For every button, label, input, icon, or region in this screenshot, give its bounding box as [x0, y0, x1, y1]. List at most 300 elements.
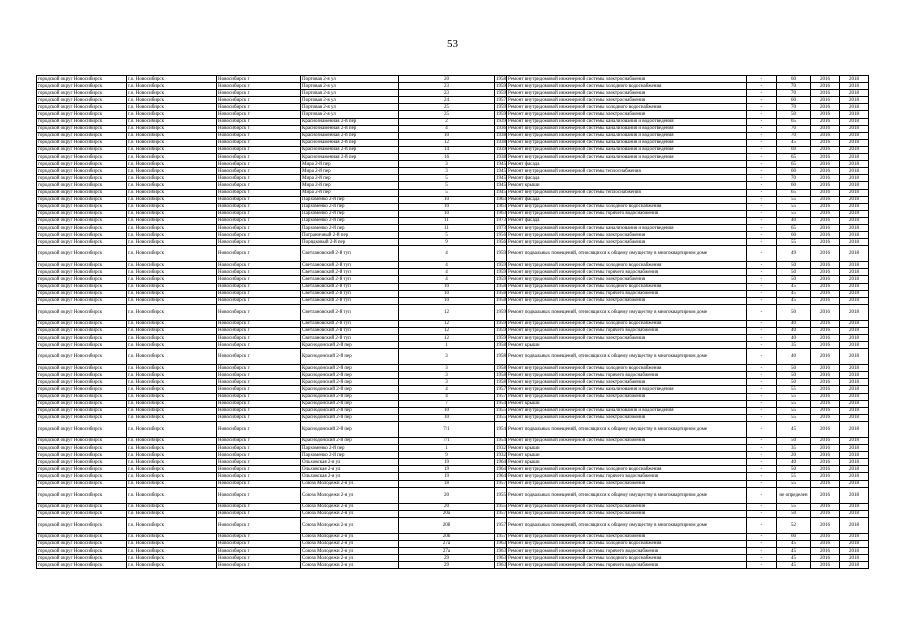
- work-type-cell: Ремонт внутридомовой инженерной системы горячего водоснабжения: [507, 269, 747, 276]
- house-number-cell: 11: [399, 224, 495, 231]
- year-end-cell: 2018: [840, 104, 869, 111]
- street-cell: Портовая 2-я ул: [301, 97, 399, 104]
- build-year-cell: 1945: [496, 182, 506, 188]
- street-cell: Светлановский 2-й туп: [301, 283, 399, 290]
- dash-cell: -: [747, 421, 777, 437]
- table-row: [37, 400, 869, 407]
- build-year-cell: 1954: [496, 438, 506, 444]
- municipality-cell: г.о. Новосибирск: [127, 327, 217, 334]
- dash-cell: -: [747, 386, 777, 393]
- work-type-cell: Ремонт фасада: [507, 217, 747, 224]
- dash-cell: -: [747, 97, 777, 104]
- year-start-cell: 2016: [811, 393, 840, 400]
- year-end-cell: 2018: [840, 372, 869, 379]
- dash-cell: -: [747, 555, 777, 562]
- cost-cell: 50: [777, 365, 811, 372]
- dash-cell: -: [747, 90, 777, 97]
- year-end-cell: 2018: [840, 262, 869, 269]
- house-number-cell: 12: [399, 327, 495, 334]
- build-year-cell: 1973: [496, 218, 506, 224]
- street-cell: Ольховская 2-я ул: [301, 466, 399, 473]
- dash-cell: -: [747, 146, 777, 153]
- cost-cell: 69: [777, 146, 811, 153]
- house-number-cell: 14: [399, 146, 495, 153]
- year-end-cell: 2018: [840, 445, 869, 452]
- year-end-cell: 2018: [840, 379, 869, 386]
- municipality-cell: г.о. Новосибирск: [127, 118, 217, 125]
- year-start-cell: 2016: [811, 414, 840, 421]
- table-row: [37, 232, 869, 239]
- year-start-cell: 2016: [811, 320, 840, 327]
- dash-cell: -: [747, 510, 777, 517]
- build-year-cell: 1959: [496, 262, 506, 268]
- house-number-cell: 18: [399, 480, 495, 487]
- street-cell: Мира 2-й пер: [301, 168, 399, 175]
- municipality-cell: г.о. Новосибирск: [127, 239, 217, 246]
- year-end-cell: 2018: [840, 540, 869, 547]
- year-end-cell: 2018: [840, 224, 869, 231]
- okrug-cell: городской округ Новосибирск: [37, 203, 127, 210]
- municipality-cell: г.о. Новосибирск: [127, 217, 217, 224]
- house-number-cell: 23: [399, 90, 495, 97]
- cost-cell: 65: [777, 118, 811, 125]
- house-number-cell: 23: [399, 83, 495, 90]
- okrug-cell: городской округ Новосибирск: [37, 349, 127, 365]
- okrug-cell: городской округ Новосибирск: [37, 437, 127, 444]
- table-row: [37, 168, 869, 175]
- street-cell: Светлановский 2-й туп: [301, 262, 399, 269]
- municipality-cell: г.о. Новосибирск: [127, 562, 217, 569]
- street-cell: Светлановский 2-й туп: [301, 290, 399, 297]
- table-row: [37, 189, 869, 196]
- year-start-cell: 2016: [811, 459, 840, 466]
- dash-cell: -: [747, 533, 777, 540]
- cost-cell: 50: [777, 437, 811, 444]
- year-start-cell: 2016: [811, 132, 840, 139]
- house-number-cell: 4: [399, 125, 495, 132]
- work-type-cell: Ремонт внутридомовой инженерной системы горячего водоснабжения: [507, 327, 747, 334]
- okrug-cell: городской округ Новосибирск: [37, 480, 127, 487]
- dash-cell: -: [747, 224, 777, 231]
- city-cell: Новосибирск г: [217, 246, 301, 262]
- dash-cell: -: [747, 365, 777, 372]
- work-type-cell: Ремонт внутридомовой инженерной системы горячего водоснабжения: [507, 473, 747, 480]
- city-cell: Новосибирск г: [217, 297, 301, 304]
- dash-cell: -: [747, 320, 777, 327]
- municipality-cell: г.о. Новосибирск: [127, 349, 217, 365]
- table-row: [37, 90, 869, 97]
- street-cell: Порядковый 2-й пер: [301, 239, 399, 246]
- okrug-cell: городской округ Новосибирск: [37, 517, 127, 533]
- city-cell: Новосибирск г: [217, 90, 301, 97]
- dash-cell: -: [747, 414, 777, 421]
- work-type-cell: Ремонт внутридомовой инженерной системы электроснабжения: [507, 437, 747, 444]
- municipality-cell: г.о. Новосибирск: [127, 372, 217, 379]
- cost-cell: 40: [777, 217, 811, 224]
- year-start-cell: 2016: [811, 210, 840, 217]
- okrug-cell: городской округ Новосибирск: [37, 386, 127, 393]
- cost-cell: 45: [777, 421, 811, 437]
- year-end-cell: 2018: [840, 365, 869, 372]
- table-row: [37, 182, 869, 189]
- street-cell: Пархоменко 2-й пер: [301, 452, 399, 459]
- year-end-cell: 2018: [840, 76, 869, 83]
- cost-cell: 50: [777, 269, 811, 276]
- house-number-cell: 24: [399, 97, 495, 104]
- cost-cell: 70: [777, 83, 811, 90]
- cost-cell: 50: [777, 111, 811, 118]
- dash-cell: -: [747, 232, 777, 239]
- city-cell: Новосибирск г: [217, 76, 301, 83]
- dash-cell: -: [747, 175, 777, 182]
- table-row: [37, 379, 869, 386]
- okrug-cell: городской округ Новосибирск: [37, 503, 127, 510]
- table-row: [37, 283, 869, 290]
- year-start-cell: 2016: [811, 161, 840, 168]
- city-cell: Новосибирск г: [217, 269, 301, 276]
- okrug-cell: городской округ Новосибирск: [37, 182, 127, 189]
- table-row: [37, 239, 869, 246]
- city-cell: Новосибирск г: [217, 421, 301, 437]
- year-end-cell: 2018: [840, 517, 869, 533]
- year-end-cell: 2018: [840, 161, 869, 168]
- work-type-cell: Ремонт внутридомовой инженерной системы электроснабжения: [507, 239, 747, 246]
- city-cell: Новосибирск г: [217, 154, 301, 161]
- year-start-cell: 2016: [811, 547, 840, 554]
- okrug-cell: городской округ Новосибирск: [37, 168, 127, 175]
- municipality-cell: г.о. Новосибирск: [127, 210, 217, 217]
- dash-cell: -: [747, 304, 777, 320]
- cost-cell: 50: [777, 276, 811, 283]
- cost-cell: 70: [777, 104, 811, 111]
- year-start-cell: 2016: [811, 97, 840, 104]
- build-year-cell: 1958: [496, 342, 506, 348]
- table-row: [37, 83, 869, 90]
- build-year-cell: 1956: [496, 239, 506, 245]
- house-number-cell: 20б: [399, 517, 495, 533]
- street-cell: Пархоменко 2-й пер: [301, 196, 399, 203]
- year-start-cell: 2016: [811, 196, 840, 203]
- work-type-cell: Ремонт внутридомовой инженерной системы электроснабжения: [507, 111, 747, 118]
- work-type-cell: Ремонт подвальных помещений, относящихся к общему имуществу в многоквартирном доме: [507, 246, 747, 262]
- build-year-cell: 1963: [496, 204, 506, 210]
- table-row: [37, 76, 869, 83]
- table-row: [37, 304, 869, 320]
- cost-cell: 60: [777, 168, 811, 175]
- table-row: [37, 349, 869, 365]
- okrug-cell: городской округ Новосибирск: [37, 189, 127, 196]
- okrug-cell: городской округ Новосибирск: [37, 224, 127, 231]
- house-number-cell: 3: [399, 372, 495, 379]
- okrug-cell: городской округ Новосибирск: [37, 445, 127, 452]
- house-number-cell: 9: [399, 452, 495, 459]
- table-row: [37, 372, 869, 379]
- build-year-cell: 1938: [496, 154, 506, 160]
- year-end-cell: 2018: [840, 459, 869, 466]
- year-start-cell: 2016: [811, 365, 840, 372]
- table-row: [37, 125, 869, 132]
- okrug-cell: городской округ Новосибирск: [37, 125, 127, 132]
- year-start-cell: 2016: [811, 342, 840, 349]
- city-cell: Новосибирск г: [217, 503, 301, 510]
- build-year-cell: 1959: [495, 246, 507, 262]
- street-cell: Союза Молодежи 2-я ул: [301, 503, 399, 510]
- house-number-cell: 5: [399, 189, 495, 196]
- year-start-cell: 2016: [811, 203, 840, 210]
- year-end-cell: 2018: [840, 349, 869, 365]
- work-type-cell: Ремонт внутридомовой инженерной системы горячего водоснабжения: [507, 562, 747, 569]
- street-cell: Светлановский 2-й туп: [301, 320, 399, 327]
- table-row: [37, 437, 869, 444]
- house-number-cell: 5: [399, 175, 495, 182]
- table-row: [37, 269, 869, 276]
- work-type-cell: Ремонт внутридомовой инженерной системы холодного водоснабжения: [507, 283, 747, 290]
- work-type-cell: Ремонт внутридомовой инженерной системы горячего водоснабжения: [507, 210, 747, 217]
- dash-cell: -: [747, 76, 777, 83]
- okrug-cell: городской округ Новосибирск: [37, 175, 127, 182]
- dash-cell: -: [747, 161, 777, 168]
- year-end-cell: 2018: [840, 473, 869, 480]
- house-number-cell: 5: [399, 182, 495, 189]
- cost-cell: 20: [777, 452, 811, 459]
- okrug-cell: городской округ Новосибирск: [37, 459, 127, 466]
- cost-cell: 65: [777, 161, 811, 168]
- table-row: [37, 196, 869, 203]
- year-start-cell: 2016: [811, 83, 840, 90]
- year-end-cell: 2018: [840, 393, 869, 400]
- year-start-cell: 2016: [811, 421, 840, 437]
- okrug-cell: городской округ Новосибирск: [37, 400, 127, 407]
- year-start-cell: 2016: [811, 562, 840, 569]
- city-cell: Новосибирск г: [217, 83, 301, 90]
- cost-cell: 55: [777, 473, 811, 480]
- work-type-cell: Ремонт внутридомовой инженерной системы теплоснабжения: [507, 189, 747, 196]
- house-number-cell: 10: [399, 290, 495, 297]
- table-row: [37, 290, 869, 297]
- year-end-cell: 2018: [840, 407, 869, 414]
- dash-cell: -: [747, 125, 777, 132]
- municipality-cell: г.о. Новосибирск: [127, 459, 217, 466]
- work-type-cell: Ремонт крыши: [507, 342, 747, 349]
- dash-cell: -: [747, 517, 777, 533]
- build-year-cell: 1958: [495, 349, 507, 365]
- work-type-cell: Ремонт внутридомовой инженерной системы холодного водоснабжения: [507, 83, 747, 90]
- okrug-cell: городской округ Новосибирск: [37, 276, 127, 283]
- street-cell: Краснодонский 2-й пер: [301, 393, 399, 400]
- city-cell: Новосибирск г: [217, 304, 301, 320]
- build-year-cell: 1939: [496, 119, 506, 125]
- dash-cell: -: [747, 400, 777, 407]
- year-start-cell: 2016: [811, 76, 840, 83]
- table-row: [37, 503, 869, 510]
- year-start-cell: 2016: [811, 466, 840, 473]
- year-end-cell: 2018: [840, 421, 869, 437]
- year-end-cell: 2018: [840, 342, 869, 349]
- dash-cell: -: [747, 503, 777, 510]
- work-type-cell: Ремонт внутридомовой инженерной системы канализования и водоотведения: [507, 154, 747, 161]
- municipality-cell: г.о. Новосибирск: [127, 196, 217, 203]
- table-row: [37, 414, 869, 421]
- year-start-cell: 2016: [811, 189, 840, 196]
- build-year-cell: 1958: [496, 76, 506, 82]
- okrug-cell: городской округ Новосибирск: [37, 283, 127, 290]
- house-number-cell: 29: [399, 555, 495, 562]
- year-end-cell: 2018: [840, 555, 869, 562]
- street-cell: Пархоменко 2-й пер: [301, 217, 399, 224]
- year-end-cell: 2018: [840, 189, 869, 196]
- build-year-cell: 1963: [496, 211, 506, 217]
- city-cell: Новосибирск г: [217, 547, 301, 554]
- city-cell: Новосибирск г: [217, 517, 301, 533]
- house-number-cell: 20б: [399, 533, 495, 540]
- house-number-cell: 12: [399, 320, 495, 327]
- okrug-cell: городской округ Новосибирск: [37, 97, 127, 104]
- cost-cell: 40: [777, 335, 811, 342]
- house-number-cell: 1: [399, 445, 495, 452]
- year-end-cell: 2018: [840, 139, 869, 146]
- dash-cell: -: [747, 480, 777, 487]
- cost-cell: 55: [777, 210, 811, 217]
- dash-cell: -: [747, 239, 777, 246]
- dash-cell: -: [747, 189, 777, 196]
- build-year-cell: 1963: [496, 555, 506, 561]
- table-row: [37, 421, 869, 437]
- municipality-cell: г.о. Новосибирск: [127, 503, 217, 510]
- dash-cell: -: [747, 372, 777, 379]
- municipality-cell: г.о. Новосибирск: [127, 510, 217, 517]
- city-cell: Новосибирск г: [217, 510, 301, 517]
- house-number-cell: 7/1: [399, 437, 495, 444]
- municipality-cell: г.о. Новосибирск: [127, 365, 217, 372]
- table-row: [37, 97, 869, 104]
- street-cell: Краснознаменная 2-й пер: [301, 146, 399, 153]
- street-cell: Краснознаменная 2-й пер: [301, 154, 399, 161]
- work-type-cell: Ремонт внутридомовой инженерной системы канализования и водоотведения: [507, 224, 747, 231]
- table-row: [37, 262, 869, 269]
- okrug-cell: городской округ Новосибирск: [37, 320, 127, 327]
- table-row: [37, 407, 869, 414]
- house-number-cell: 20а: [399, 510, 495, 517]
- table-row: [37, 327, 869, 334]
- work-type-cell: Ремонт крыши: [507, 445, 747, 452]
- street-cell: Светлановский 2-й туп: [301, 327, 399, 334]
- work-type-cell: Ремонт внутридомовой инженерной системы электроснабжения: [507, 393, 747, 400]
- build-year-cell: 1957: [496, 481, 506, 487]
- municipality-cell: г.о. Новосибирск: [127, 304, 217, 320]
- year-end-cell: 2018: [840, 132, 869, 139]
- build-year-cell: 1945: [496, 168, 506, 174]
- city-cell: Новосибирск г: [217, 540, 301, 547]
- table-row: [37, 276, 869, 283]
- year-start-cell: 2016: [811, 239, 840, 246]
- okrug-cell: городской округ Новосибирск: [37, 118, 127, 125]
- municipality-cell: г.о. Новосибирск: [127, 146, 217, 153]
- year-end-cell: 2018: [840, 196, 869, 203]
- okrug-cell: городской округ Новосибирск: [37, 533, 127, 540]
- municipality-cell: г.о. Новосибирск: [127, 480, 217, 487]
- municipality-cell: г.о. Новосибирск: [127, 386, 217, 393]
- year-start-cell: 2016: [811, 437, 840, 444]
- okrug-cell: городской округ Новосибирск: [37, 146, 127, 153]
- city-cell: Новосибирск г: [217, 276, 301, 283]
- street-cell: Пограничный 2-й пер: [301, 232, 399, 239]
- table-row: [37, 365, 869, 372]
- street-cell: Портовая 2-я ул: [301, 111, 399, 118]
- work-type-cell: Ремонт крыши: [507, 452, 747, 459]
- work-type-cell: Ремонт фасада: [507, 175, 747, 182]
- municipality-cell: г.о. Новосибирск: [127, 540, 217, 547]
- build-year-cell: 1954: [496, 401, 506, 407]
- year-end-cell: 2018: [840, 125, 869, 132]
- build-year-cell: 1963: [496, 562, 506, 568]
- table-row: [37, 118, 869, 125]
- year-end-cell: 2018: [840, 510, 869, 517]
- work-type-cell: Ремонт внутридомовой инженерной системы электроснабжения: [507, 76, 747, 83]
- year-end-cell: 2018: [840, 90, 869, 97]
- city-cell: Новосибирск г: [217, 111, 301, 118]
- work-type-cell: Ремонт крыши: [507, 459, 747, 466]
- city-cell: Новосибирск г: [217, 555, 301, 562]
- city-cell: Новосибирск г: [217, 161, 301, 168]
- dash-cell: -: [747, 246, 777, 262]
- cost-cell: 70: [777, 90, 811, 97]
- year-end-cell: 2018: [840, 466, 869, 473]
- dash-cell: -: [747, 437, 777, 444]
- work-type-cell: Ремонт внутридомовой инженерной системы электроснабжения: [507, 379, 747, 386]
- table-row: [37, 517, 869, 533]
- year-end-cell: 2018: [840, 83, 869, 90]
- street-cell: Ольховская 2-я ул: [301, 459, 399, 466]
- work-type-cell: Ремонт внутридомовой инженерной системы холодного водоснабжения: [507, 203, 747, 210]
- city-cell: Новосибирск г: [217, 224, 301, 231]
- build-year-cell: 1955: [496, 415, 506, 421]
- work-type-cell: Ремонт внутридомовой инженерной системы электроснабжения: [507, 533, 747, 540]
- okrug-cell: городской округ Новосибирск: [37, 540, 127, 547]
- dash-cell: -: [747, 297, 777, 304]
- work-type-cell: Ремонт внутридомовой инженерной системы канализования и водоотведения: [507, 407, 747, 414]
- table-row: [37, 161, 869, 168]
- year-start-cell: 2016: [811, 182, 840, 189]
- city-cell: Новосибирск г: [217, 473, 301, 480]
- year-start-cell: 2016: [811, 452, 840, 459]
- table-row: [37, 386, 869, 393]
- cost-cell: 45: [777, 283, 811, 290]
- okrug-cell: городской округ Новосибирск: [37, 452, 127, 459]
- dash-cell: -: [747, 182, 777, 189]
- street-cell: Краснодонский 2-й пер: [301, 407, 399, 414]
- dash-cell: -: [747, 290, 777, 297]
- cost-cell: 55: [777, 503, 811, 510]
- city-cell: Новосибирск г: [217, 217, 301, 224]
- year-end-cell: 2018: [840, 297, 869, 304]
- street-cell: Светлановский 2-й туп: [301, 276, 399, 283]
- street-cell: Союза Молодежи 2-я ул: [301, 510, 399, 517]
- city-cell: Новосибирск г: [217, 393, 301, 400]
- dash-cell: -: [747, 210, 777, 217]
- city-cell: Новосибирск г: [217, 125, 301, 132]
- year-start-cell: 2016: [811, 297, 840, 304]
- work-type-cell: Ремонт крыши: [507, 182, 747, 189]
- work-type-cell: Ремонт фасада: [507, 196, 747, 203]
- municipality-cell: г.о. Новосибирск: [127, 83, 217, 90]
- capital-repair-table: [36, 75, 869, 569]
- okrug-cell: городской округ Новосибирск: [37, 393, 127, 400]
- table-row: [37, 111, 869, 118]
- year-start-cell: 2016: [811, 217, 840, 224]
- year-end-cell: 2018: [840, 283, 869, 290]
- table-row: [37, 210, 869, 217]
- municipality-cell: г.о. Новосибирск: [127, 290, 217, 297]
